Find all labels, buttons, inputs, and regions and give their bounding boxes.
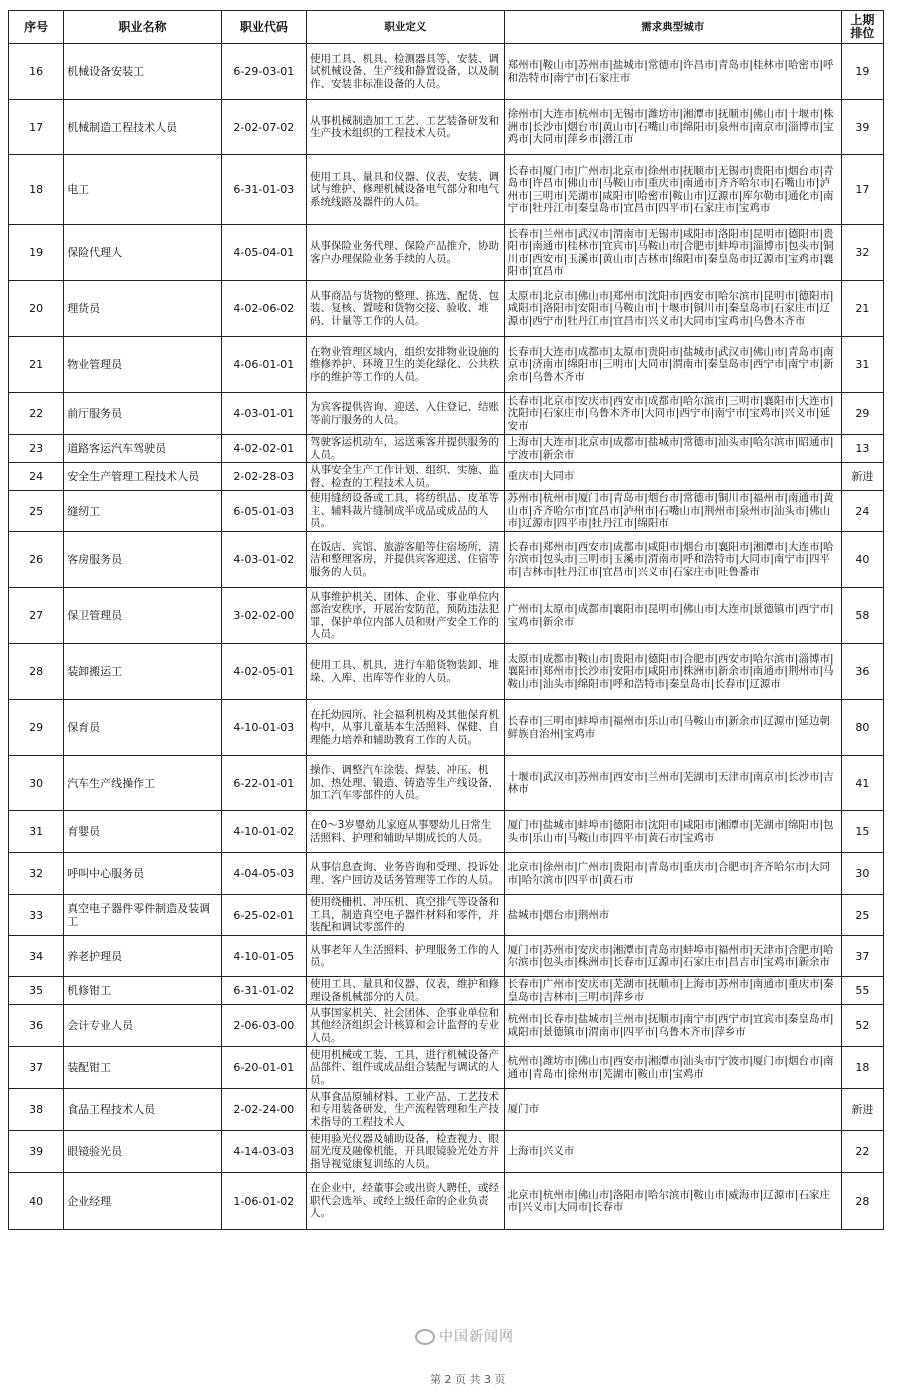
cell-rank: 28 — [841, 1173, 883, 1230]
cell-name: 保卫管理员 — [64, 588, 222, 644]
cell-definition: 使用验光仪器及辅助设备，检查视力、眼屈光度及融像机能，开具眼镜验光处方并指导视觉康复训练的人员。 — [307, 1131, 505, 1173]
cell-code: 2-06-03-00 — [221, 1005, 306, 1047]
cell-code: 2-02-24-00 — [221, 1089, 306, 1131]
cell-cities: 徐州市|大连市|杭州市|无锡市|潍坊市|湘潭市|抚顺市|佛山市|十堰市|株洲市|长沙市|烟台市|黄山市|石嘴山市|绵阳市|泉州市|南京市|淄博市|宝鸡市|大同市|萍乡市|潜江市 — [504, 100, 841, 155]
cell-rank: 32 — [841, 225, 883, 281]
cell-cities: 长春市|大连市|成都市|太原市|贵阳市|盐城市|武汉市|佛山市|青岛市|南京市|济南市|绵阳市|三明市|大同市|渭南市|秦皇岛市|西宁市|南宁市|新余市|乌鲁木齐市 — [504, 337, 841, 393]
cell-cities: 长春市|厦门市|广州市|北京市|徐州市|抚顺市|无锡市|贵阳市|烟台市|青岛市|许昌市|佛山市|马鞍山市|重庆市|南通市|齐齐哈尔市|石嘴山市|泸州市|三明市|芜湖市|咸阳市|哈密市|鞍山市|辽源市|库尔勒市|通化市|南宁市|牡丹江市|秦皇岛市|宜昌市|四平市|石家庄市|宝鸡市 — [504, 155, 841, 225]
cell-code: 4-06-01-01 — [221, 337, 306, 393]
cell-no: 22 — [9, 393, 64, 435]
cell-name: 前厅服务员 — [64, 393, 222, 435]
cell-code: 4-05-04-01 — [221, 225, 306, 281]
cell-cities: 广州市|太原市|成都市|襄阳市|昆明市|佛山市|大连市|景德镇市|西宁市|宝鸡市|新余市 — [504, 588, 841, 644]
cell-no: 20 — [9, 281, 64, 337]
cell-definition: 为宾客提供咨询、迎送、入住登记、结账等前厅服务的人员。 — [307, 393, 505, 435]
table-row — [9, 463, 884, 491]
cell-no: 35 — [9, 977, 64, 1005]
table-row — [9, 44, 884, 100]
cell-code: 4-02-06-02 — [221, 281, 306, 337]
cell-cities: 厦门市|盐城市|蚌埠市|德阳市|沈阳市|咸阳市|湘潭市|芜湖市|绵阳市|包头市|乐山市|马鞍山市|四平市|黄石市|宝鸡市 — [504, 811, 841, 853]
cell-definition: 使用缝纫设备或工具，将纺织品、皮革等主、辅料裁片缝制成半成品或成品的人员。 — [307, 491, 505, 532]
cell-code: 6-31-01-03 — [221, 155, 306, 225]
cell-cities: 长春市|郑州市|西安市|成都市|咸阳市|烟台市|襄阳市|湘潭市|大连市|哈尔滨市|包头市|三明市|玉溪市|渭南市|呼和浩特市|大同市|南宁市|四平市|吉林市|牡丹江市|宜昌市|兴义市|石家庄市|吐鲁番市 — [504, 532, 841, 588]
cell-cities: 北京市|徐州市|广州市|贵阳市|青岛市|重庆市|合肥市|齐齐哈尔市|大同市|哈尔滨市|四平市|黄石市 — [504, 853, 841, 895]
cell-definition: 在0～3岁婴幼儿家庭从事婴幼儿日常生活照料、护理和辅助早期成长的人员。 — [307, 811, 505, 853]
cell-code: 6-25-02-01 — [221, 895, 306, 936]
occupation-table — [8, 10, 884, 1230]
cell-cities: 长春市|广州市|安庆市|芜湖市|抚顺市|上海市|苏州市|南通市|重庆市|秦皇岛市|吉林市|三明市|萍乡市 — [504, 977, 841, 1005]
cell-no: 32 — [9, 853, 64, 895]
cell-name: 机械制造工程技术人员 — [64, 100, 222, 155]
cell-code: 4-02-02-01 — [221, 435, 306, 463]
cell-cities: 太原市|成都市|鞍山市|贵阳市|德阳市|合肥市|西安市|哈尔滨市|淄博市|襄阳市|郑州市|长沙市|安阳市|咸阳市|株洲市|新余市|南通市|荆州市|马鞍山市|汕头市|绵阳市|呼和浩特市|秦皇岛市|长春市|辽源市 — [504, 644, 841, 700]
table-row — [9, 853, 884, 895]
cell-no: 34 — [9, 936, 64, 977]
cell-no: 17 — [9, 100, 64, 155]
page-footer: 第 2 页 共 3 页 — [430, 1373, 506, 1386]
cell-definition: 从事机械制造加工工艺、工艺装备研发和生产技术组织的工程技术人员。 — [307, 100, 505, 155]
cell-definition: 在企业中，经董事会或出资人聘任，或经职代会选举、或经上级任命的企业负责人。 — [307, 1173, 505, 1230]
cell-code: 4-03-01-02 — [221, 532, 306, 588]
header-definition: 职业定义 — [307, 11, 505, 44]
cell-name: 育婴员 — [64, 811, 222, 853]
cell-cities: 北京市|杭州市|佛山市|洛阳市|哈尔滨市|鞍山市|威海市|辽源市|石家庄市|兴义市|大同市|长春市 — [504, 1173, 841, 1230]
cell-code: 4-02-05-01 — [221, 644, 306, 700]
cell-rank: 37 — [841, 936, 883, 977]
table-row — [9, 491, 884, 532]
cell-rank: 36 — [841, 644, 883, 700]
cell-code: 4-10-01-03 — [221, 700, 306, 756]
cell-no: 27 — [9, 588, 64, 644]
cell-cities: 杭州市|潍坊市|佛山市|西安市|湘潭市|汕头市|宁波市|厦门市|烟台市|南通市|青岛市|徐州市|芜湖市|鞍山市|宝鸡市 — [504, 1047, 841, 1089]
cell-definition: 从事安全生产工作计划、组织、实施、监督、检查的工程技术人员。 — [307, 463, 505, 491]
cell-definition: 从事商品与货物的整理、拣选、配货、包装、复核、置唛和货物交接、验收、堆码、计量等工作的人员。 — [307, 281, 505, 337]
table-row — [9, 1089, 884, 1131]
table-row — [9, 756, 884, 811]
table-row — [9, 811, 884, 853]
cell-definition: 在物业管理区域内，组织安排物业设施的维修养护、环境卫生的美化绿化、公共秩序的维护等工作的人员。 — [307, 337, 505, 393]
table-row — [9, 281, 884, 337]
table-header-row — [9, 11, 884, 44]
cell-code: 2-02-28-03 — [221, 463, 306, 491]
cell-code: 4-04-05-03 — [221, 853, 306, 895]
cell-name: 装配钳工 — [64, 1047, 222, 1089]
cell-name: 保育员 — [64, 700, 222, 756]
cell-code: 6-05-01-03 — [221, 491, 306, 532]
cell-rank: 58 — [841, 588, 883, 644]
cell-rank: 39 — [841, 100, 883, 155]
cell-rank: 13 — [841, 435, 883, 463]
weibo-logo-icon — [415, 1329, 435, 1345]
table-body — [9, 44, 884, 1230]
table-row — [9, 155, 884, 225]
cell-code: 3-02-02-00 — [221, 588, 306, 644]
cell-name: 企业经理 — [64, 1173, 222, 1230]
table-row — [9, 1173, 884, 1230]
cell-definition: 从事维护机关、团体、企业、事业单位内部治安秩序，开展治安防范，预防违法犯罪，保护单位内部人员和财产安全工作的人员。 — [307, 588, 505, 644]
cell-cities: 苏州市|杭州市|厦门市|青岛市|烟台市|常德市|铜川市|福州市|南通市|黄山市|齐齐哈尔市|宜昌市|泸州市|石嘴山市|荆州市|泉州市|汕头市|佛山市|辽源市|四平市|牡丹江市|绵阳市 — [504, 491, 841, 532]
cell-code: 2-02-07-02 — [221, 100, 306, 155]
cell-cities: 厦门市 — [504, 1089, 841, 1131]
cell-rank: 15 — [841, 811, 883, 853]
table-row — [9, 644, 884, 700]
cell-name: 养老护理员 — [64, 936, 222, 977]
cell-no: 30 — [9, 756, 64, 811]
header-name: 职业名称 — [64, 11, 222, 44]
cell-name: 汽车生产线操作工 — [64, 756, 222, 811]
cell-cities: 长春市|北京市|安庆市|西安市|成都市|哈尔滨市|三明市|襄阳市|大连市|沈阳市|石家庄市|乌鲁木齐市|大同市|西宁市|南宁市|宝鸡市|兴义市|延安市 — [504, 393, 841, 435]
cell-no: 24 — [9, 463, 64, 491]
cell-definition: 从事国家机关、社会团体、企事业单位和其他经济组织会计核算和会计监督的专业人员。 — [307, 1005, 505, 1047]
cell-no: 29 — [9, 700, 64, 756]
cell-definition: 从事老年人生活照料、护理服务工作的人员。 — [307, 936, 505, 977]
table-row — [9, 337, 884, 393]
cell-code: 4-10-01-05 — [221, 936, 306, 977]
cell-name: 缝纫工 — [64, 491, 222, 532]
watermark-text: 中国新闻网 — [439, 1329, 514, 1345]
cell-no: 36 — [9, 1005, 64, 1047]
table-row — [9, 936, 884, 977]
cell-definition: 使用工具、机具、检测器具等，安装、调试机械设备、生产线和静置设备，以及制作、安装非标准设备的人员。 — [307, 44, 505, 100]
cell-code: 4-03-01-01 — [221, 393, 306, 435]
cell-no: 38 — [9, 1089, 64, 1131]
cell-no: 23 — [9, 435, 64, 463]
table-row — [9, 225, 884, 281]
cell-no: 37 — [9, 1047, 64, 1089]
cell-rank: 52 — [841, 1005, 883, 1047]
watermark — [415, 1326, 514, 1346]
cell-code: 4-10-01-02 — [221, 811, 306, 853]
cell-no: 26 — [9, 532, 64, 588]
cell-rank: 21 — [841, 281, 883, 337]
cell-name: 物业管理员 — [64, 337, 222, 393]
cell-rank: 55 — [841, 977, 883, 1005]
cell-code: 6-31-01-02 — [221, 977, 306, 1005]
cell-definition: 使用绕栅机、冲压机、真空排气等设备和工具，制造真空电子器件材料和零件，并装配和调试零部件的 — [307, 895, 505, 936]
cell-name: 道路客运汽车驾驶员 — [64, 435, 222, 463]
header-no: 序号 — [9, 11, 64, 44]
table-row — [9, 1005, 884, 1047]
cell-rank: 31 — [841, 337, 883, 393]
header-rank: 上期排位 — [841, 11, 883, 44]
cell-rank: 25 — [841, 895, 883, 936]
cell-definition: 从事食品原辅材料、工业产品、工艺技术和专用装备研发，生产流程管理和生产技术指导的工程技术人 — [307, 1089, 505, 1131]
cell-code: 6-22-01-01 — [221, 756, 306, 811]
cell-code: 6-20-01-01 — [221, 1047, 306, 1089]
cell-name: 保险代理人 — [64, 225, 222, 281]
cell-no: 19 — [9, 225, 64, 281]
cell-name: 安全生产管理工程技术人员 — [64, 463, 222, 491]
cell-no: 39 — [9, 1131, 64, 1173]
cell-rank: 40 — [841, 532, 883, 588]
cell-cities: 长春市|兰州市|武汉市|渭南市|无锡市|咸阳市|洛阳市|昆明市|德阳市|贵阳市|南通市|桂林市|宜宾市|马鞍山市|合肥市|蚌埠市|淄博市|包头市|铜川市|西安市|玉溪市|黄山市|吉林市|绵阳市|秦皇岛市|辽源市|宝鸡市|襄阳市|宜昌市 — [504, 225, 841, 281]
cell-definition: 从事信息查询、业务咨询和受理、投诉处理、客户回访及话务管理等工作的人员。 — [307, 853, 505, 895]
cell-no: 40 — [9, 1173, 64, 1230]
table-row — [9, 1047, 884, 1089]
cell-rank: 19 — [841, 44, 883, 100]
cell-rank: 24 — [841, 491, 883, 532]
cell-rank: 41 — [841, 756, 883, 811]
cell-cities: 盐城市|烟台市|荆州市 — [504, 895, 841, 936]
cell-definition: 使用机械或工装、工具，进行机械设备产品部件、组件或成品组合装配与调试的人员。 — [307, 1047, 505, 1089]
cell-no: 31 — [9, 811, 64, 853]
cell-code: 4-14-03-03 — [221, 1131, 306, 1173]
cell-cities: 厦门市|苏州市|安庆市|湘潭市|青岛市|蚌埠市|福州市|天津市|合肥市|哈尔滨市|包头市|株洲市|长春市|辽源市|石家庄市|昌吉市|宝鸡市|新余市 — [504, 936, 841, 977]
table-row — [9, 1131, 884, 1173]
cell-name: 机修钳工 — [64, 977, 222, 1005]
cell-name: 真空电子器件零件制造及装调工 — [64, 895, 222, 936]
cell-name: 理货员 — [64, 281, 222, 337]
table-row — [9, 435, 884, 463]
cell-rank: 新进 — [841, 1089, 883, 1131]
table-row — [9, 532, 884, 588]
cell-name: 会计专业人员 — [64, 1005, 222, 1047]
header-cities: 需求典型城市 — [504, 11, 841, 44]
cell-cities: 太原市|北京市|佛山市|郑州市|沈阳市|西安市|哈尔滨市|昆明市|德阳市|咸阳市|洛阳市|安阳市|马鞍山市|十堰市|铜川市|秦皇岛市|石家庄市|辽源市|西宁市|牡丹江市|宜昌市|兴义市|大同市|宝鸡市|乌鲁木齐市 — [504, 281, 841, 337]
cell-definition: 使用工具、量具和仪器、仪表，维护和修理设备机械部分的人员。 — [307, 977, 505, 1005]
cell-rank: 29 — [841, 393, 883, 435]
table-row — [9, 895, 884, 936]
table-row — [9, 100, 884, 155]
cell-rank: 18 — [841, 1047, 883, 1089]
cell-name: 眼镜验光员 — [64, 1131, 222, 1173]
cell-rank: 22 — [841, 1131, 883, 1173]
cell-cities: 郑州市|鞍山市|苏州市|盐城市|常德市|许昌市|青岛市|桂林市|哈密市|呼和浩特市|南宁市|石家庄市 — [504, 44, 841, 100]
cell-definition: 使用工具、机具，进行车船货物装卸、堆垛、入库、出库等作业的人员。 — [307, 644, 505, 700]
cell-cities: 长春市|三明市|蚌埠市|福州市|乐山市|马鞍山市|新余市|辽源市|延边朝鲜族自治州|宝鸡市 — [504, 700, 841, 756]
cell-definition: 操作、调整汽车涂装、焊装、冲压、机加、热处理、锻造、铸造等生产线设备，加工汽车零部件的人员。 — [307, 756, 505, 811]
cell-no: 28 — [9, 644, 64, 700]
cell-rank: 80 — [841, 700, 883, 756]
cell-no: 16 — [9, 44, 64, 100]
cell-no: 33 — [9, 895, 64, 936]
cell-name: 装卸搬运工 — [64, 644, 222, 700]
cell-definition: 驾驶客运机动车，运送乘客并提供服务的人员。 — [307, 435, 505, 463]
cell-rank: 17 — [841, 155, 883, 225]
table-row — [9, 977, 884, 1005]
cell-cities: 上海市|大连市|北京市|成都市|盐城市|常德市|汕头市|哈尔滨市|昭通市|宁波市|新余市 — [504, 435, 841, 463]
cell-name: 客房服务员 — [64, 532, 222, 588]
cell-name: 食品工程技术人员 — [64, 1089, 222, 1131]
cell-definition: 在饭店、宾馆、旅游客船等住宿场所，清洁和整理客房，并提供宾客迎送、住宿等服务的人员。 — [307, 532, 505, 588]
cell-code: 1-06-01-02 — [221, 1173, 306, 1230]
cell-cities: 重庆市|大同市 — [504, 463, 841, 491]
cell-rank: 新进 — [841, 463, 883, 491]
cell-code: 6-29-03-01 — [221, 44, 306, 100]
cell-cities: 杭州市|长春市|盐城市|兰州市|抚顺市|南宁市|西宁市|宜宾市|秦皇岛市|咸阳市|景德镇市|渭南市|四平市|乌鲁木齐市|萍乡市 — [504, 1005, 841, 1047]
cell-cities: 十堰市|武汉市|苏州市|西安市|兰州市|芜湖市|天津市|南京市|长沙市|吉林市 — [504, 756, 841, 811]
cell-cities: 上海市|兴义市 — [504, 1131, 841, 1173]
cell-no: 18 — [9, 155, 64, 225]
table-row — [9, 700, 884, 756]
cell-definition: 在托幼园所、社会福利机构及其他保育机构中，从事儿童基本生活照料、保健、自理能力培养和辅助教育工作的人员。 — [307, 700, 505, 756]
cell-definition: 从事保险业务代理、保险产品推介，协助客户办理保险业务手续的人员。 — [307, 225, 505, 281]
header-code: 职业代码 — [221, 11, 306, 44]
cell-no: 25 — [9, 491, 64, 532]
cell-definition: 使用工具、量具和仪器、仪表，安装、调试与维护、修理机械设备电气部分和电气系统线路及器件的人员。 — [307, 155, 505, 225]
table-row — [9, 393, 884, 435]
cell-no: 21 — [9, 337, 64, 393]
cell-rank: 30 — [841, 853, 883, 895]
cell-name: 呼叫中心服务员 — [64, 853, 222, 895]
table-row — [9, 588, 884, 644]
cell-name: 电工 — [64, 155, 222, 225]
cell-name: 机械设备安装工 — [64, 44, 222, 100]
